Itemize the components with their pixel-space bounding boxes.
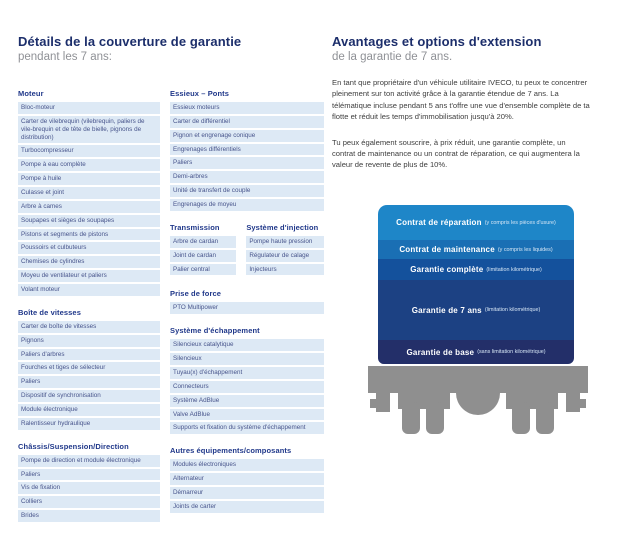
- benefits-title: Avantages et options d'extension: [332, 34, 542, 49]
- list-item: Essieux moteurs: [170, 102, 324, 114]
- list-item: Engrenages de moyeu: [170, 199, 324, 211]
- band-label: Contrat de réparation: [396, 218, 482, 227]
- list-item: Pignons: [18, 335, 160, 347]
- list-item: Brides: [18, 510, 160, 522]
- list-item: Système AdBlue: [170, 395, 324, 407]
- list-item: Demi-arbres: [170, 171, 324, 183]
- list-item: Pompe de direction et module électronique: [18, 455, 160, 467]
- list-item: Pompe à eau complète: [18, 159, 160, 171]
- benefits-subtitle: de la garantie de 7 ans.: [332, 51, 453, 63]
- coverage-columns: [18, 89, 324, 534]
- list-item: Palier central: [170, 264, 236, 276]
- section-heading: Transmission: [170, 222, 220, 232]
- coverage-column-2: [170, 89, 324, 534]
- section-heading: Système d'injection: [246, 222, 319, 232]
- diagram-band: [378, 205, 574, 240]
- list-section: [170, 326, 324, 434]
- list-item: Colliers: [18, 496, 160, 508]
- list-item: Paliers: [170, 157, 324, 169]
- list-item: Modules électroniques: [170, 459, 324, 471]
- benefits-paragraph-2: Tu peux également souscrire, à prix réduit, une garantie complète, un contrat de maintenance ou un contrat de réparation, ce qui augmentera la valeur de revente de plus de 10%.: [332, 137, 580, 170]
- warranty-stack-diagram: [378, 205, 574, 364]
- list-item: Turbocompresseur: [18, 145, 160, 157]
- list-item: Carter de boîte de vitesses: [18, 321, 160, 333]
- list-item: Pignon et engrenage conique: [170, 130, 324, 142]
- truck-chassis-icon: [368, 366, 588, 438]
- coverage-column-2-pair: [170, 223, 324, 278]
- list-section: [18, 89, 160, 296]
- benefits-paragraph-1: En tant que propriétaire d'un véhicule utilitaire IVECO, tu peux te concentrer pleinement sur ton activité grâce à la garantie étendue de 7 ans. La télématique incluse pendant 5 ans t'offre une vue d'ensemble complète de ta flotte et réduit les temps d'immobilisation jusqu'à 20%.: [332, 78, 590, 122]
- section-heading: Prise de force: [170, 289, 222, 299]
- list-item: Valve AdBlue: [170, 409, 324, 421]
- list-item: Connecteurs: [170, 381, 324, 393]
- list-item: Supports et fixation du système d'échappement: [170, 422, 324, 434]
- section-heading: Châssis/Suspension/Direction: [18, 441, 129, 451]
- list-section: [246, 223, 324, 278]
- band-note: (limitation kilométrique): [484, 307, 541, 313]
- list-item: Moyeu de ventilateur et paliers: [18, 270, 160, 282]
- list-item: Pompe haute pression: [246, 236, 324, 248]
- list-item: Volant moteur: [18, 284, 160, 296]
- list-item: Carter de vilebrequin (vilebrequin, paliers de vile-brequin et de tête de bielle, pignons de distribution): [18, 116, 160, 144]
- coverage-column-2-top: [170, 89, 324, 211]
- list-section: [170, 289, 324, 314]
- list-item: Dispositif de synchronisation: [18, 390, 160, 402]
- list-item: Alternateur: [170, 473, 324, 485]
- diagram-band: [378, 240, 574, 259]
- list-section: [18, 442, 160, 522]
- list-item: Arbre à cames: [18, 201, 160, 213]
- list-item: Paliers d'arbres: [18, 349, 160, 361]
- section-heading: Moteur: [18, 89, 44, 98]
- list-item: Démarreur: [170, 487, 324, 499]
- coverage-subtitle: pendant les 7 ans:: [18, 51, 112, 63]
- list-item: Ralentisseur hydraulique: [18, 418, 160, 430]
- coverage-column-1: [18, 89, 160, 534]
- list-item: Joints de carter: [170, 501, 324, 513]
- band-note: (y compris les liquides): [497, 246, 553, 253]
- band-note: (y compris les pièces d'usure): [484, 219, 556, 226]
- list-item: Bloc-moteur: [18, 102, 160, 114]
- diagram-band: [378, 340, 574, 364]
- list-item: Paliers: [18, 469, 160, 481]
- list-item: Tuyau(x) d'échappement: [170, 367, 324, 379]
- band-note: (sans limitation kilométrique): [477, 349, 546, 355]
- section-heading: Système d'échappement: [170, 326, 260, 336]
- list-item: Vis de fixation: [18, 482, 160, 494]
- diagram-band: [378, 259, 574, 280]
- list-item: Régulateur de calage: [246, 250, 324, 262]
- list-section: [170, 223, 236, 278]
- coverage-details-section: [18, 34, 324, 534]
- list-item: Culasse et joint: [18, 187, 160, 199]
- list-section: [18, 308, 160, 430]
- list-item: Arbre de cardan: [170, 236, 236, 248]
- list-item: PTO Multipower: [170, 302, 324, 314]
- list-item: Joint de cardan: [170, 250, 236, 262]
- list-item: Silencieux: [170, 353, 324, 365]
- list-item: Poussoirs et culbuteurs: [18, 242, 160, 254]
- list-item: Unité de transfert de couple: [170, 185, 324, 197]
- coverage-column-2-rest: [170, 289, 324, 512]
- section-heading: Autres équipements/composants: [170, 446, 292, 456]
- band-note: (limitation kilométrique): [486, 266, 542, 273]
- list-item: Module électronique: [18, 404, 160, 416]
- list-item: Carter de différentiel: [170, 116, 324, 128]
- list-item: Injecteurs: [246, 264, 324, 276]
- band-label: Garantie de 7 ans: [411, 305, 482, 315]
- list-item: Silencieux catalytique: [170, 339, 324, 351]
- list-item: Paliers: [18, 376, 160, 388]
- coverage-title: Détails de la couverture de garantie: [18, 34, 242, 49]
- section-heading: Boîte de vitesses: [18, 307, 81, 317]
- list-item: Soupapes et sièges de soupapes: [18, 215, 160, 227]
- list-item: Pistons et segments de pistons: [18, 229, 160, 241]
- list-item: Pompe à huile: [18, 173, 160, 185]
- band-label: Contrat de maintenance: [399, 245, 495, 254]
- band-label: Garantie complète: [410, 265, 484, 274]
- list-item: Fourches et tiges de sélecteur: [18, 362, 160, 374]
- list-item: Engrenages différentiels: [170, 144, 324, 156]
- diagram-band: [378, 280, 574, 340]
- list-item: Chemises de cylindres: [18, 256, 160, 268]
- band-label: Garantie de base: [406, 347, 475, 357]
- list-section: [170, 89, 324, 211]
- benefits-section: [332, 34, 594, 171]
- section-heading: Essieux – Ponts: [170, 89, 230, 98]
